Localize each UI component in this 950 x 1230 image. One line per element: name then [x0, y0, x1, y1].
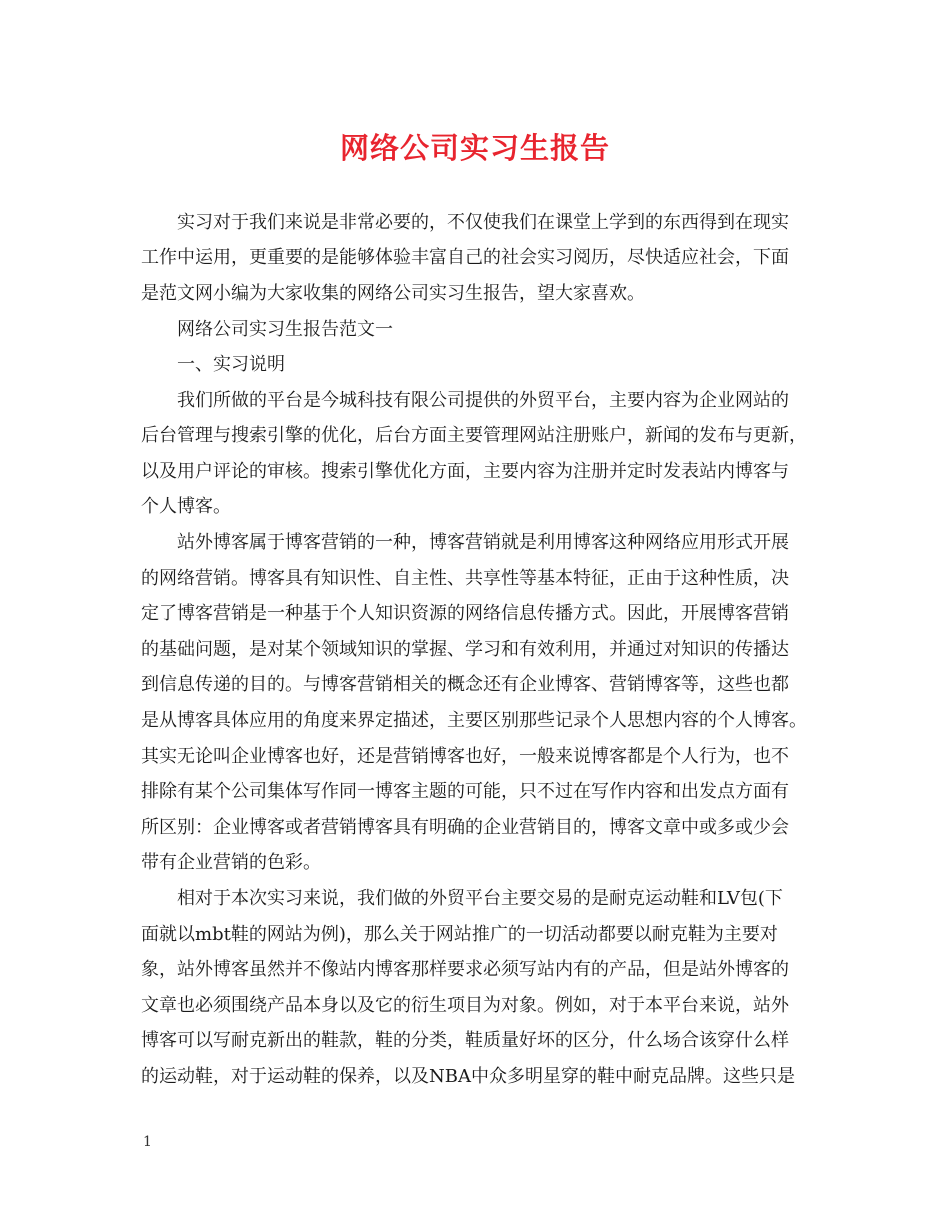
paragraph-blog-line-1: 站外博客属于博客营销的一种，博客营销就是利用博客这种网络应用形式开展 [177, 532, 789, 553]
paragraph-blog-line-7: 其实无论叫企业博客也好，还是营销博客也好，一般来说博客都是个人行为，也不 [141, 746, 789, 767]
paragraph-promotion-line-3: 象，站外博客虽然并不像站内博客那样要求必须写站内有的产品，但是站外博客的 [141, 959, 789, 980]
paragraph-platform-line-3: 以及用户评论的审核。搜索引擎优化方面，主要内容为注册并定时发表站内博客与 [141, 461, 789, 482]
paragraph-promotion-line-6: 的运动鞋，对于运动鞋的保养，以及NBA中众多明星穿的鞋中耐克品牌。这些只是 [141, 1066, 795, 1087]
paragraph-blog-line-5: 到信息传递的目的。与博客营销相关的概念还有企业博客、营销博客等，这些也都 [141, 674, 789, 695]
paragraph-promotion-line-1: 相对于本次实习来说，我们做的外贸平台主要交易的是耐克运动鞋和LV包(下 [177, 888, 783, 909]
paragraph-platform-line-2: 后台管理与搜索引擎的优化，后台方面主要管理网站注册账户，新闻的发布与更新， [141, 425, 807, 446]
paragraph-promotion-line-5: 博客可以写耐克新出的鞋款，鞋的分类，鞋质量好坏的区分，什么场合该穿什么样 [141, 1030, 789, 1051]
paragraph-blog-line-6: 是从博客具体应用的角度来界定描述，主要区别那些记录个人思想内容的个人博客。 [141, 710, 807, 731]
section-heading-internship-description: 一、实习说明 [177, 354, 285, 375]
paragraph-blog-line-10: 带有企业营销的色彩。 [141, 852, 321, 873]
paragraph-blog-line-9: 所区别：企业博客或者营销博客具有明确的企业营销目的，博客文章中或多或少会 [141, 817, 789, 838]
paragraph-intro-line-1: 实习对于我们来说是非常必要的，不仅使我们在课堂上学到的东西得到在现实 [177, 212, 789, 233]
paragraph-blog-line-2: 的网络营销。博客具有知识性、自主性、共享性等基本特征，正由于这种性质，决 [141, 568, 789, 589]
page-title: 网络公司实习生报告 [339, 131, 610, 165]
paragraph-platform-line-1: 我们所做的平台是今城科技有限公司提供的外贸平台，主要内容为企业网站的 [177, 390, 789, 411]
page-number: 1 [143, 1134, 152, 1150]
paragraph-intro-line-2: 工作中运用，更重要的是能够体验丰富自己的社会实习阅历，尽快适应社会，下面 [141, 247, 789, 268]
paragraph-promotion-line-4: 文章也必须围绕产品本身以及它的衍生项目为对象。例如，对于本平台来说，站外 [141, 995, 789, 1016]
paragraph-intro-line-3: 是范文网小编为大家收集的网络公司实习生报告，望大家喜欢。 [141, 283, 645, 304]
paragraph-blog-line-3: 定了博客营销是一种基于个人知识资源的网络信息传播方式。因此，开展博客营销 [141, 603, 789, 624]
paragraph-blog-line-8: 排除有某个公司集体写作同一博客主题的可能，只不过在写作内容和出发点方面有 [141, 781, 789, 802]
paragraph-promotion-line-2: 面就以mbt鞋的网站为例)，那么关于网站推广的一切活动都要以耐克鞋为主要对 [141, 924, 778, 945]
paragraph-blog-line-4: 的基础问题，是对某个领域知识的掌握、学习和有效利用，并通过对知识的传播达 [141, 639, 789, 660]
section-heading-sample-one: 网络公司实习生报告范文一 [177, 319, 393, 340]
paragraph-platform-line-4: 个人博客。 [141, 496, 231, 517]
